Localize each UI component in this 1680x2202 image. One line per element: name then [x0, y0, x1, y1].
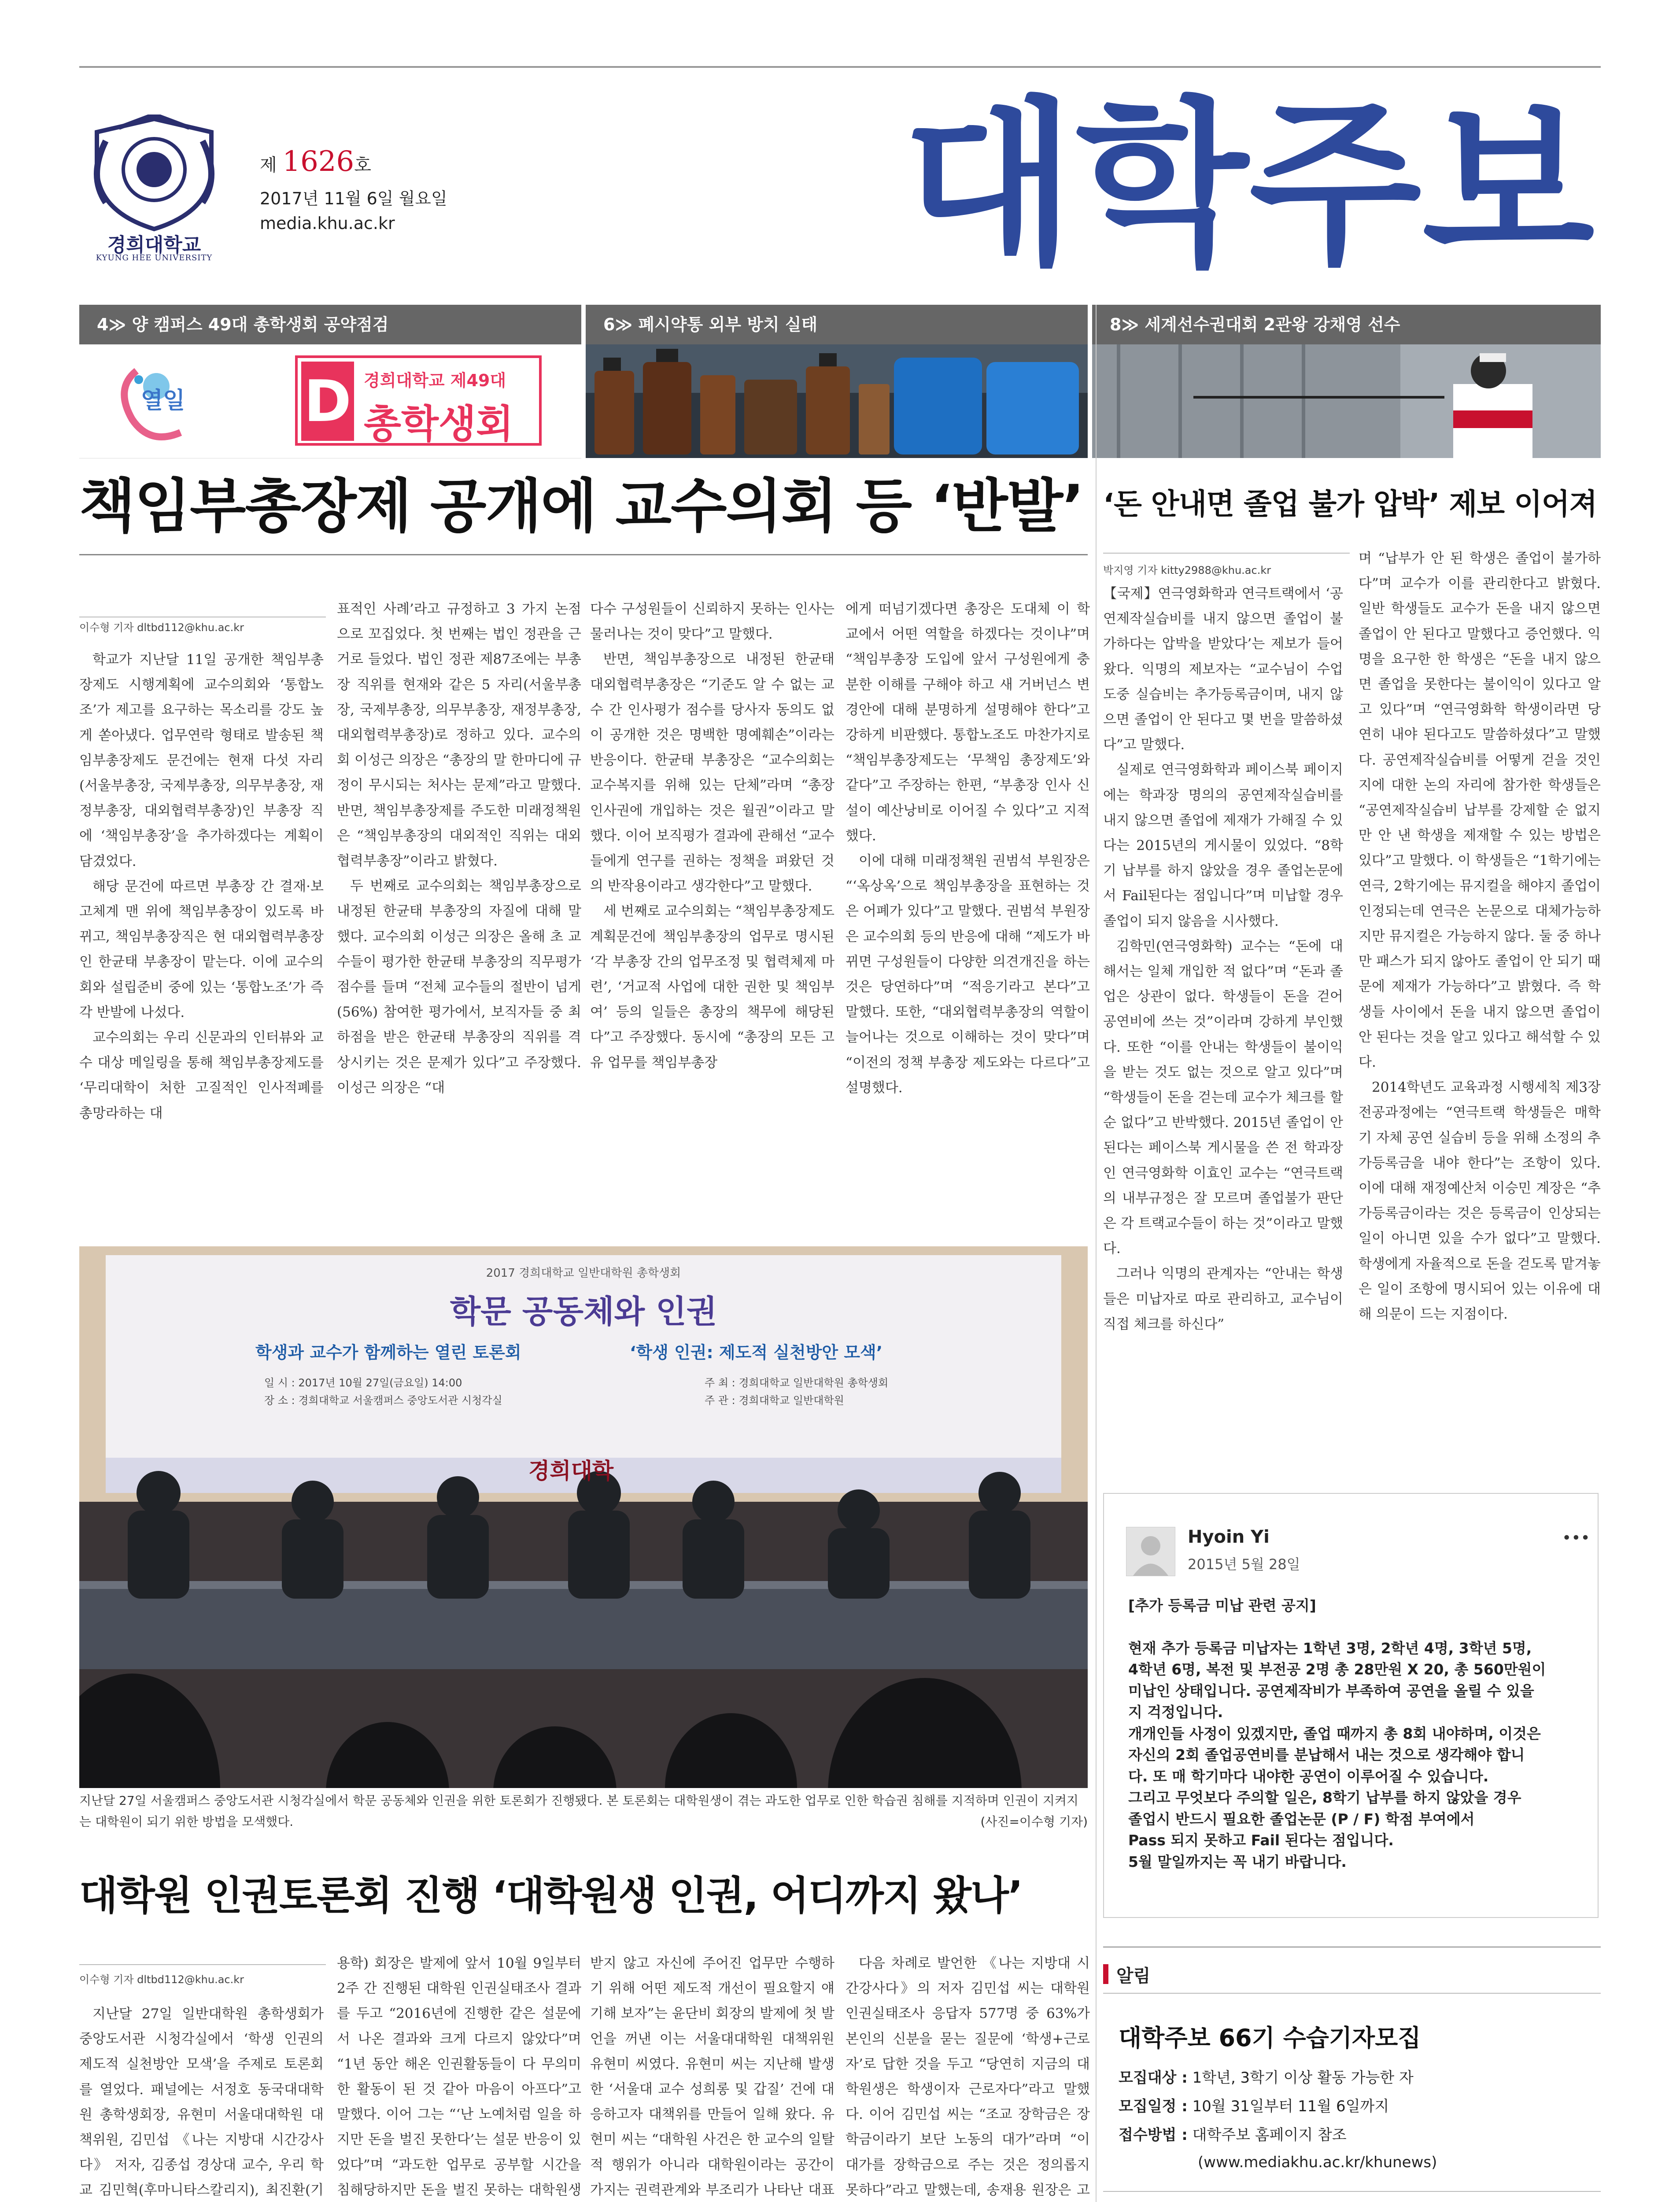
teaser-label-2: 폐시약통 외부 방치 실태 [638, 315, 818, 334]
teaser-bar-3[interactable] [1092, 305, 1601, 344]
forum-photo[interactable] [79, 1246, 1088, 1788]
avatar [1126, 1527, 1175, 1576]
yeolil-logo-text: 열일 [140, 388, 185, 414]
teaser-page-1: 4 [97, 315, 109, 334]
side-column-2 [1359, 546, 1601, 1453]
paragraph: 반면, 책임부총장으로 내정된 한균태 대외협력부총장은 “기준도 알 수 없는 교수 간 인사평가 점수를 당사자 동의도 없이 공개한 것은 명백한 명예훼손”이라는 반응이다. 한균태 부총장은 “교수의회는 교수복지를 위해 있는 단체”라며 “총장 인사권에 개입하는 것은 월권”이라고 말했다. 이어 보직평가 결과에 관해선 “교수들에게 연구를 권하는 정책을 펴왔던 것의 반작용이라고 생각한다”고 말했다. [590, 651, 834, 894]
post-line: 졸업시 반드시 필요한 졸업논문 (P / F) 학점 부여에서 [1128, 1810, 1475, 1828]
post-line: [추가 등록금 미납 관련 공지] [1128, 1597, 1316, 1614]
facebook-post [1103, 1493, 1599, 1918]
paragraph: 지난달 27일 일반대학원 총학생회가 중앙도서관 시청각실에서 ‘학생 인권의 제도적 실천방안 모색’을 주제로 토론회를 열었다. 패널에는 서정호 동국대대학원 총학생회장, 유현미 서울대대학원 대책위원, 김민섭 《나는 지방대 시간강사다》 저자, 김종섭 경상대 교수, 우리 학교 김민혁(후마니타스칼리지), 최진환(기 [79, 2006, 324, 2198]
issue-number-value: 1626 [282, 145, 354, 178]
chevron-icon: ≫ [108, 315, 132, 334]
university-emblem [79, 115, 229, 233]
university-name-en: KYUNG HEE UNIVERSITY [96, 253, 213, 262]
notice-label: 모집일정 : [1119, 2098, 1188, 2115]
notice-value: 10월 31일부터 11월 6일까지 [1192, 2098, 1389, 2115]
photo-caption: 지난달 27일 서울캠퍼스 중앙도서관 시청각실에서 학문 공동체와 인권을 위한 토론회가 진행됐다. 본 토론회는 대학원생이 겪는 과도한 업무로 인한 학습권 침해를 지적하며 인권이 지켜지는 대학원이 되기 위한 방법을 모색했다. [79, 1793, 1078, 1829]
banner-info-4: 주 관 : 경희대학교 일반대학원 [705, 1394, 844, 1407]
main-column-3 [590, 597, 834, 1202]
post-line: 지 걱정입니다. [1128, 1703, 1223, 1721]
post-line: 4학년 6명, 복전 및 부전공 2명 총 28만원 X 20, 총 560만원이 [1128, 1661, 1546, 1678]
second-column-4 [846, 1951, 1090, 2202]
notice-label: 접수방법 : [1119, 2126, 1188, 2144]
notice-title: 대학주보 66기 수습기자모집 [1119, 2024, 1421, 2052]
paragraph: 학교가 지난달 11일 공개한 책임부총장제도 시행계획에 교수의회와 ‘통합노조’가 제고를 요구하는 목소리를 강도 높게 쏟아냈다. 업무연락 형태로 발송된 책임부총장제도 문건에는 현재 다섯 자리(서울부총장, 국제부총장, 의무부총장, 재정부총장, 대외협력부총장)인 부총장 직에 ‘책임부총장’을 추가하겠다는 계획이 담겼었다. [79, 652, 324, 869]
side-column-1 [1103, 581, 1343, 1453]
notice-url[interactable]: (www.mediakhu.ac.kr/khunews) [1198, 2154, 1437, 2171]
university-name: 경희대학교 [107, 234, 201, 256]
banner-subtitle: 2017 경희대학교 일반대학원 총학생회 [486, 1267, 681, 1280]
post-line: 개개인들 사정이 있겠지만, 졸업 때까지 총 8회 내야하며, 이것은 [1128, 1725, 1541, 1742]
second-column-1 [79, 2002, 324, 2202]
masthead-title: 대학주보 [903, 81, 1595, 289]
notice-value: 1학년, 3학기 이상 활동 가능한 자 [1192, 2069, 1414, 2087]
paragraph: 용학) 회장은 발제에 앞서 10월 9일부터 2주 간 진행된 대학원 인권실태조사 결과를 두고 “2016년에 진행한 같은 설문에서 나온 결과와 크게 다르지 않았다”며 “1년 동안 해온 인권활동들이 다 무의미한 활동이 된 것 같아 마음이 아프다”고 말했다. 이어 그는 “‘난 노예처럼 일을 하지만 돈을 벌진 못한다’는 설문 반응이 있었다”며 “과도한 업무로 공부할 시간을 침해당하지만 돈을 벌진 못하는 대학원생 [337, 1955, 581, 2198]
banner-line-2: ‘학생 인권: 제도적 실천방안 모색’ [630, 1343, 883, 1362]
banner-info-1: 일 시 : 2017년 10월 27일(금요일) 14:00 [264, 1377, 462, 1389]
teaser-page-2: 6 [603, 315, 615, 334]
notice-label: 모집대상 : [1119, 2069, 1188, 2087]
main-column-1 [79, 647, 324, 1202]
post-line: Pass 되지 못하고 Fail 된다는 점입니다. [1128, 1832, 1394, 1849]
logo-title: 총학생회 [364, 401, 514, 447]
post-line: 그리고 무엇보다 주의할 일은, 8학기 납부를 하지 않았을 경우 [1128, 1789, 1521, 1806]
column-divider [1096, 305, 1097, 2202]
banner-line-1: 학생과 교수가 함께하는 열린 토론회 [255, 1343, 521, 1362]
post-line: 다. 또 매 학기마다 내야한 공연이 이루어질 수 있습니다. [1128, 1767, 1489, 1785]
side-headline[interactable]: ‘돈 안내면 졸업 불가 압박’ 제보 이어져 [1103, 487, 1597, 521]
paragraph: 두 번째로 교수의회는 책임부총장으로 내정된 한균태 부총장의 자질에 대해 말했다. 교수의회 이성근 의장은 올해 초 교수들이 평가한 한균태 부총장의 직무평가 점수를 들며 “전체 교수들의 절반이 넘게(56%) 참여한 평가에서, 보직자들 중 최하점을 받은 한균태 부총장의 직위를 격상시키는 것은 문제가 있다”고 주장했다. 이성근 의장은 “대 [337, 878, 581, 1096]
notice-value: 대학주보 홈페이지 참조 [1192, 2126, 1347, 2144]
teaser-label-1: 양 캠퍼스 49대 총학생회 공약점검 [132, 315, 389, 334]
issue-prefix: 제 [260, 155, 277, 175]
website[interactable]: media.khu.ac.kr [260, 214, 395, 233]
paragraph: 세 번째로 교수의회는 “책임부총장제도 계획문건에 책임부총장의 업무로 명시된 ‘각 부총장 간의 업무조정 및 협력체제 마련’, ‘거교적 사업에 대한 권한 및 책임부여’ 등의 일들은 총장의 책무에 해당된다”고 주장했다. 동시에 “총장의 모든 고유 업무를 책임부총장 [590, 903, 834, 1071]
teaser-bar-2[interactable] [586, 305, 1088, 344]
paragraph: 받지 않고 자신에 주어진 업무만 수행하기 위해 어떤 제도적 개선이 필요할지 얘기해 보자”는 윤단비 회장의 발제에 첫 발언을 꺼낸 이는 서울대대학원 대책위원 유현미 씨였다. 유현미 씨는 지난해 발생한 ‘서울대 교수 성희롱 및 갑질’ 건에 대응하고자 대책위를 만들어 일해 왔다. 유현미 씨는 “대학원 사건은 한 교수의 일탈적 행위가 아니라 대학원이라는 공간이 가지는 권력관계와 부조리가 나타난 대표 [590, 1955, 834, 2198]
notice-section-label: 알림 [1116, 1966, 1151, 1986]
post-author[interactable]: Hyoin Yi [1188, 1527, 1270, 1547]
paragraph: 에게 떠넘기겠다면 총장은 도대체 이 학교에서 어떤 역할을 하겠다는 것이냐”며 “책임부총장 도입에 앞서 구성원에게 충분한 이해를 구해야 하고 새 거버넌스 변경안에 대해 분명하게 설명해야 한다”고 강하게 비판했다. 통합노조도 마찬가지로 “책임부총장제도는 ‘무책임 총장제도’와 같다”고 주장하는 한편, “부총장 인사 신설이 예산낭비로 이어질 수 있다”고 지적했다. [846, 601, 1090, 844]
backdrop-text: 경희대학 [528, 1458, 614, 1484]
headline-rule [79, 554, 1088, 555]
teaser-image-3[interactable] [1092, 344, 1601, 458]
main-byline: 이수형 기자 dltbd112@khu.ac.kr [79, 621, 244, 634]
post-date: 2015년 5월 28일 [1188, 1556, 1300, 1573]
post-line: 5월 말일까지는 꼭 내기 바랍니다. [1128, 1853, 1347, 1870]
more-options-icon[interactable]: ••• [1562, 1529, 1590, 1547]
paragraph: 【국제】연극영화학과 연극트랙에서 ‘공연제작실습비를 내지 않으면 졸업이 불가하다는 압박을 받았다’는 제보가 들어왔다. 익명의 제보자는 “교수님이 수업 도중 실습비는 추가등록금이며, 내지 않으면 졸업이 안 된다고 몇 번을 말씀하셨다”고 말했다. [1103, 586, 1343, 753]
paragraph: 며 “납부가 안 된 학생은 졸업이 불가하다”며 교수가 이를 관리한다고 밝혔다. 일반 학생들도 교수가 돈을 내지 않으면 졸업이 안 된다고 말했다고 증언했다. 익명을 요구한 한 학생은 “돈을 내지 않으면 졸업을 못한다는 불이익이 있다고 알고 있다”며 “연극영화학 학생이라면 당연히 내야 된다고도 말씀하셨다”고 말했다. 공연제작실습비를 어떻게 걷을 것인지에 대한 논의 자리에 참가한 학생들은 “공연제작실습비 납부를 강제할 순 없지만 안 낸 학생을 제재할 수 있는 방법은 있다”고 말했다. 이 학생들은 “1학기에는 연극, 2학기에는 뮤지컬을 해야지 졸업이 인정되는데 연극은 논문으로 대체가능하지만 뮤지컬은 가능하지 않다. 둘 중 하나만 패스가 되지 않아도 졸업이 안 되기 때문에 제재가 가능하다”고 밝혔다. 즉 학생들 사이에서 돈을 내지 않으면 졸업이 안 된다는 것을 알고 있다고 해석할 수 있다. [1359, 550, 1601, 1071]
side-byline: 박지영 기자 kitty2988@khu.ac.kr [1103, 564, 1271, 576]
post-body [1128, 1595, 1582, 1873]
banner-info-3: 주 최 : 경희대학교 일반대학원 총학생회 [705, 1377, 889, 1389]
logo-badge: D [301, 362, 354, 441]
notice-marker [1103, 1964, 1108, 1984]
paragraph: 다수 구성원들이 신뢰하지 못하는 인사는 물러나는 것이 맞다”고 말했다. [590, 601, 834, 643]
teaser-bar-1[interactable] [79, 305, 581, 344]
second-byline: 이수형 기자 dltbd112@khu.ac.kr [79, 1973, 244, 1986]
issue-number [260, 145, 371, 178]
post-line: 현재 추가 등록금 미납자는 1학년 3명, 2학년 4명, 3학년 5명, [1128, 1639, 1532, 1657]
banner-title: 학문 공동체와 인권 [450, 1293, 717, 1330]
teaser-image-1[interactable] [79, 344, 581, 458]
notice-row-2 [1119, 2094, 1389, 2116]
teaser-page-3: 8 [1110, 315, 1122, 334]
paragraph: 김학민(연극영화학) 교수는 “돈에 대해서는 일체 개입한 적 없다”며 “돈과 졸업은 상관이 없다. 학생들이 돈을 걷어 공연비에 쓰는 것”이라며 강하게 부인했다. 또한 “이를 안내는 학생들이 불이익을 받는 것도 없는 것으로 알고 있다”며 “학생들이 돈을 걷는데 교수가 체크를 할 순 없다”고 반박했다. 2015년 졸업이 안 된다는 페이스북 게시물을 쓴 전 학과장인 연극영화학 이효인 교수는 “연극트랙의 내부규정은 잘 모르며 졸업불가 판단은 각 트랙교수들이 하는 것”이라고 말했다. [1103, 938, 1343, 1257]
paragraph: 교수의회는 우리 신문과의 인터뷰와 교수 대상 메일링을 통해 책임부총장제도를 ‘무리대학이 처한 고질적인 인사적폐를 총망라하는 대 [79, 1030, 324, 1121]
paragraph: 해당 문건에 따르면 부총장 간 결재·보고체계 맨 위에 책임부총장이 있도록 바뀌고, 책임부총장직은 현 대외협력부총장인 한균태 부총장이 맡는다. 이에 교수의회와 설립준비 중에 있는 ‘통합노조’가 즉각 반발에 나섰다. [79, 878, 324, 1020]
byline-rule [1103, 553, 1350, 554]
main-column-2 [337, 597, 581, 1202]
user-avatar-icon [1126, 1527, 1175, 1576]
logo-subtitle: 경희대학교 제49대 [364, 371, 506, 390]
issue-suffix: 호 [354, 155, 371, 175]
chevron-icon: ≫ [615, 315, 639, 334]
second-column-2 [337, 1951, 581, 2202]
notice-row-3 [1119, 2123, 1347, 2144]
paragraph: 다음 차례로 발언한 《나는 지방대 시간강사다》의 저자 김민섭 씨는 대학원 인권실태조사 응답자 577명 중 63%가 본인의 신분을 묻는 질문에 ‘학생+근로자’로 답한 것을 두고 “당연히 지금의 대학원생은 학생이자 근로자다”라고 말했다. 이어 김민섭 씨는 “조교 장학금은 장학금이라기 보단 노동의 대가”라며 “이 대가를 장학금으로 주는 것은 정의롭지 못하다”라고 말했는데, 송재용 원장은 고 [846, 1955, 1090, 2198]
teaser-image-2[interactable] [586, 344, 1088, 458]
main-column-4 [846, 597, 1090, 1202]
main-headline[interactable]: 책임부총장제 공개에 교수의회 등 ‘반발’ [79, 473, 1084, 540]
paragraph: 이에 대해 미래정책원 권범석 부원장은 “‘옥상옥’으로 책임부총장을 표현하는 것은 어폐가 있다”고 말했다. 권범석 부원장은 교수의회 등의 반응에 대해 “제도가 바뀌면 구성원들이 다양한 의견개진을 하는 것은 당연하다”며 “적응기라고 본다”고 말했다. 또한, “대외협력부총장의 역할이 늘어나는 것으로 이해하는 것이 맞다”며 “이전의 정책 부총장 제도와는 다르다”고 설명했다. [846, 853, 1090, 1096]
paragraph: 그러나 익명의 관계자는 “안내는 학생들은 미납자로 따로 관리하고, 교수님이 직접 체크를 하신다” [1103, 1266, 1343, 1332]
top-rule [79, 66, 1601, 68]
photo-credit: (사진=이수형 기자) [925, 1811, 1088, 1833]
byline-rule [79, 1964, 326, 1965]
notice-row-1 [1119, 2065, 1414, 2087]
banner-info-2: 장 소 : 경희대학교 서울캠퍼스 중앙도서관 시청각실 [264, 1394, 502, 1407]
archer-image [1092, 344, 1601, 458]
promo-rule [1103, 2191, 1601, 2192]
student-council-logo [295, 355, 542, 446]
chevron-icon: ≫ [1121, 315, 1145, 334]
post-line: 자신의 2회 졸업공연비를 분납해서 내는 것으로 생각해야 합니 [1128, 1746, 1525, 1763]
chemical-bottles-image [586, 344, 1088, 458]
paragraph: 표적인 사례’라고 규정하고 3 가지 논점으로 꼬집었다. 첫 번째는 법인 정관을 근거로 들었다. 법인 정관 제87조에는 부총장 직위를 현재와 같은 5 자리(서울부총장, 국제부총장, 의무부총장, 재정부총장, 대외협력부총장)로 정하고 있다. 교수의회 이성근 의장은 “총장의 말 한마디에 규정이 무시되는 처사는 문제”라고 말했다. 반면, 책임부총장제를 주도한 미래정책원은 “책임부총장의 대외적인 직위는 대외협력부총장”이라고 밝혔다. [337, 601, 581, 869]
notice-rule [1103, 1993, 1601, 1994]
post-line: 미납인 상태입니다. 공연제작비가 부족하여 공연을 올릴 수 있을 [1128, 1682, 1534, 1700]
paragraph: 실제로 연극영화학과 페이스북 페이지에는 학과장 명의의 공연제작실습비를 내지 않으면 졸업에 제재가 가해질 수 있다는 2015년의 게시물이 있었다. “8학기 납부를 하지 않았을 경우 졸업논문에서 Fail된다는 점입니다”며 미납할 경우 졸업이 되지 않음을 시사했다. [1103, 762, 1343, 929]
teaser-label-3: 세계선수권대회 2관왕 강채영 선수 [1145, 315, 1400, 334]
second-column-3 [590, 1951, 834, 2202]
issue-date: 2017년 11월 6일 월요일 [260, 189, 447, 208]
second-headline[interactable]: 대학원 인권토론회 진행 ‘대학원생 인권, 어디까지 왔나’ [79, 1873, 1023, 1919]
post-line [1128, 1617, 1582, 1638]
paragraph: 2014학년도 교육과정 시행세칙 제3장 전공과정에는 “연극트랙 학생들은 매학기 자체 공연 실습비 등을 위해 소정의 추가등록금을 내야 한다”는 조항이 있다. 이에 대해 재정예산처 이승민 계장은 “추가등록금이라는 것은 등록금이 인상되는 일이 아니면 있을 수가 없다”고 말했다. 학생에게 자율적으로 돈을 걷도록 맡겨놓은 일이 조항에 명시되어 있는 이유에 대해 의문이 드는 지점이다. [1359, 1079, 1601, 1323]
